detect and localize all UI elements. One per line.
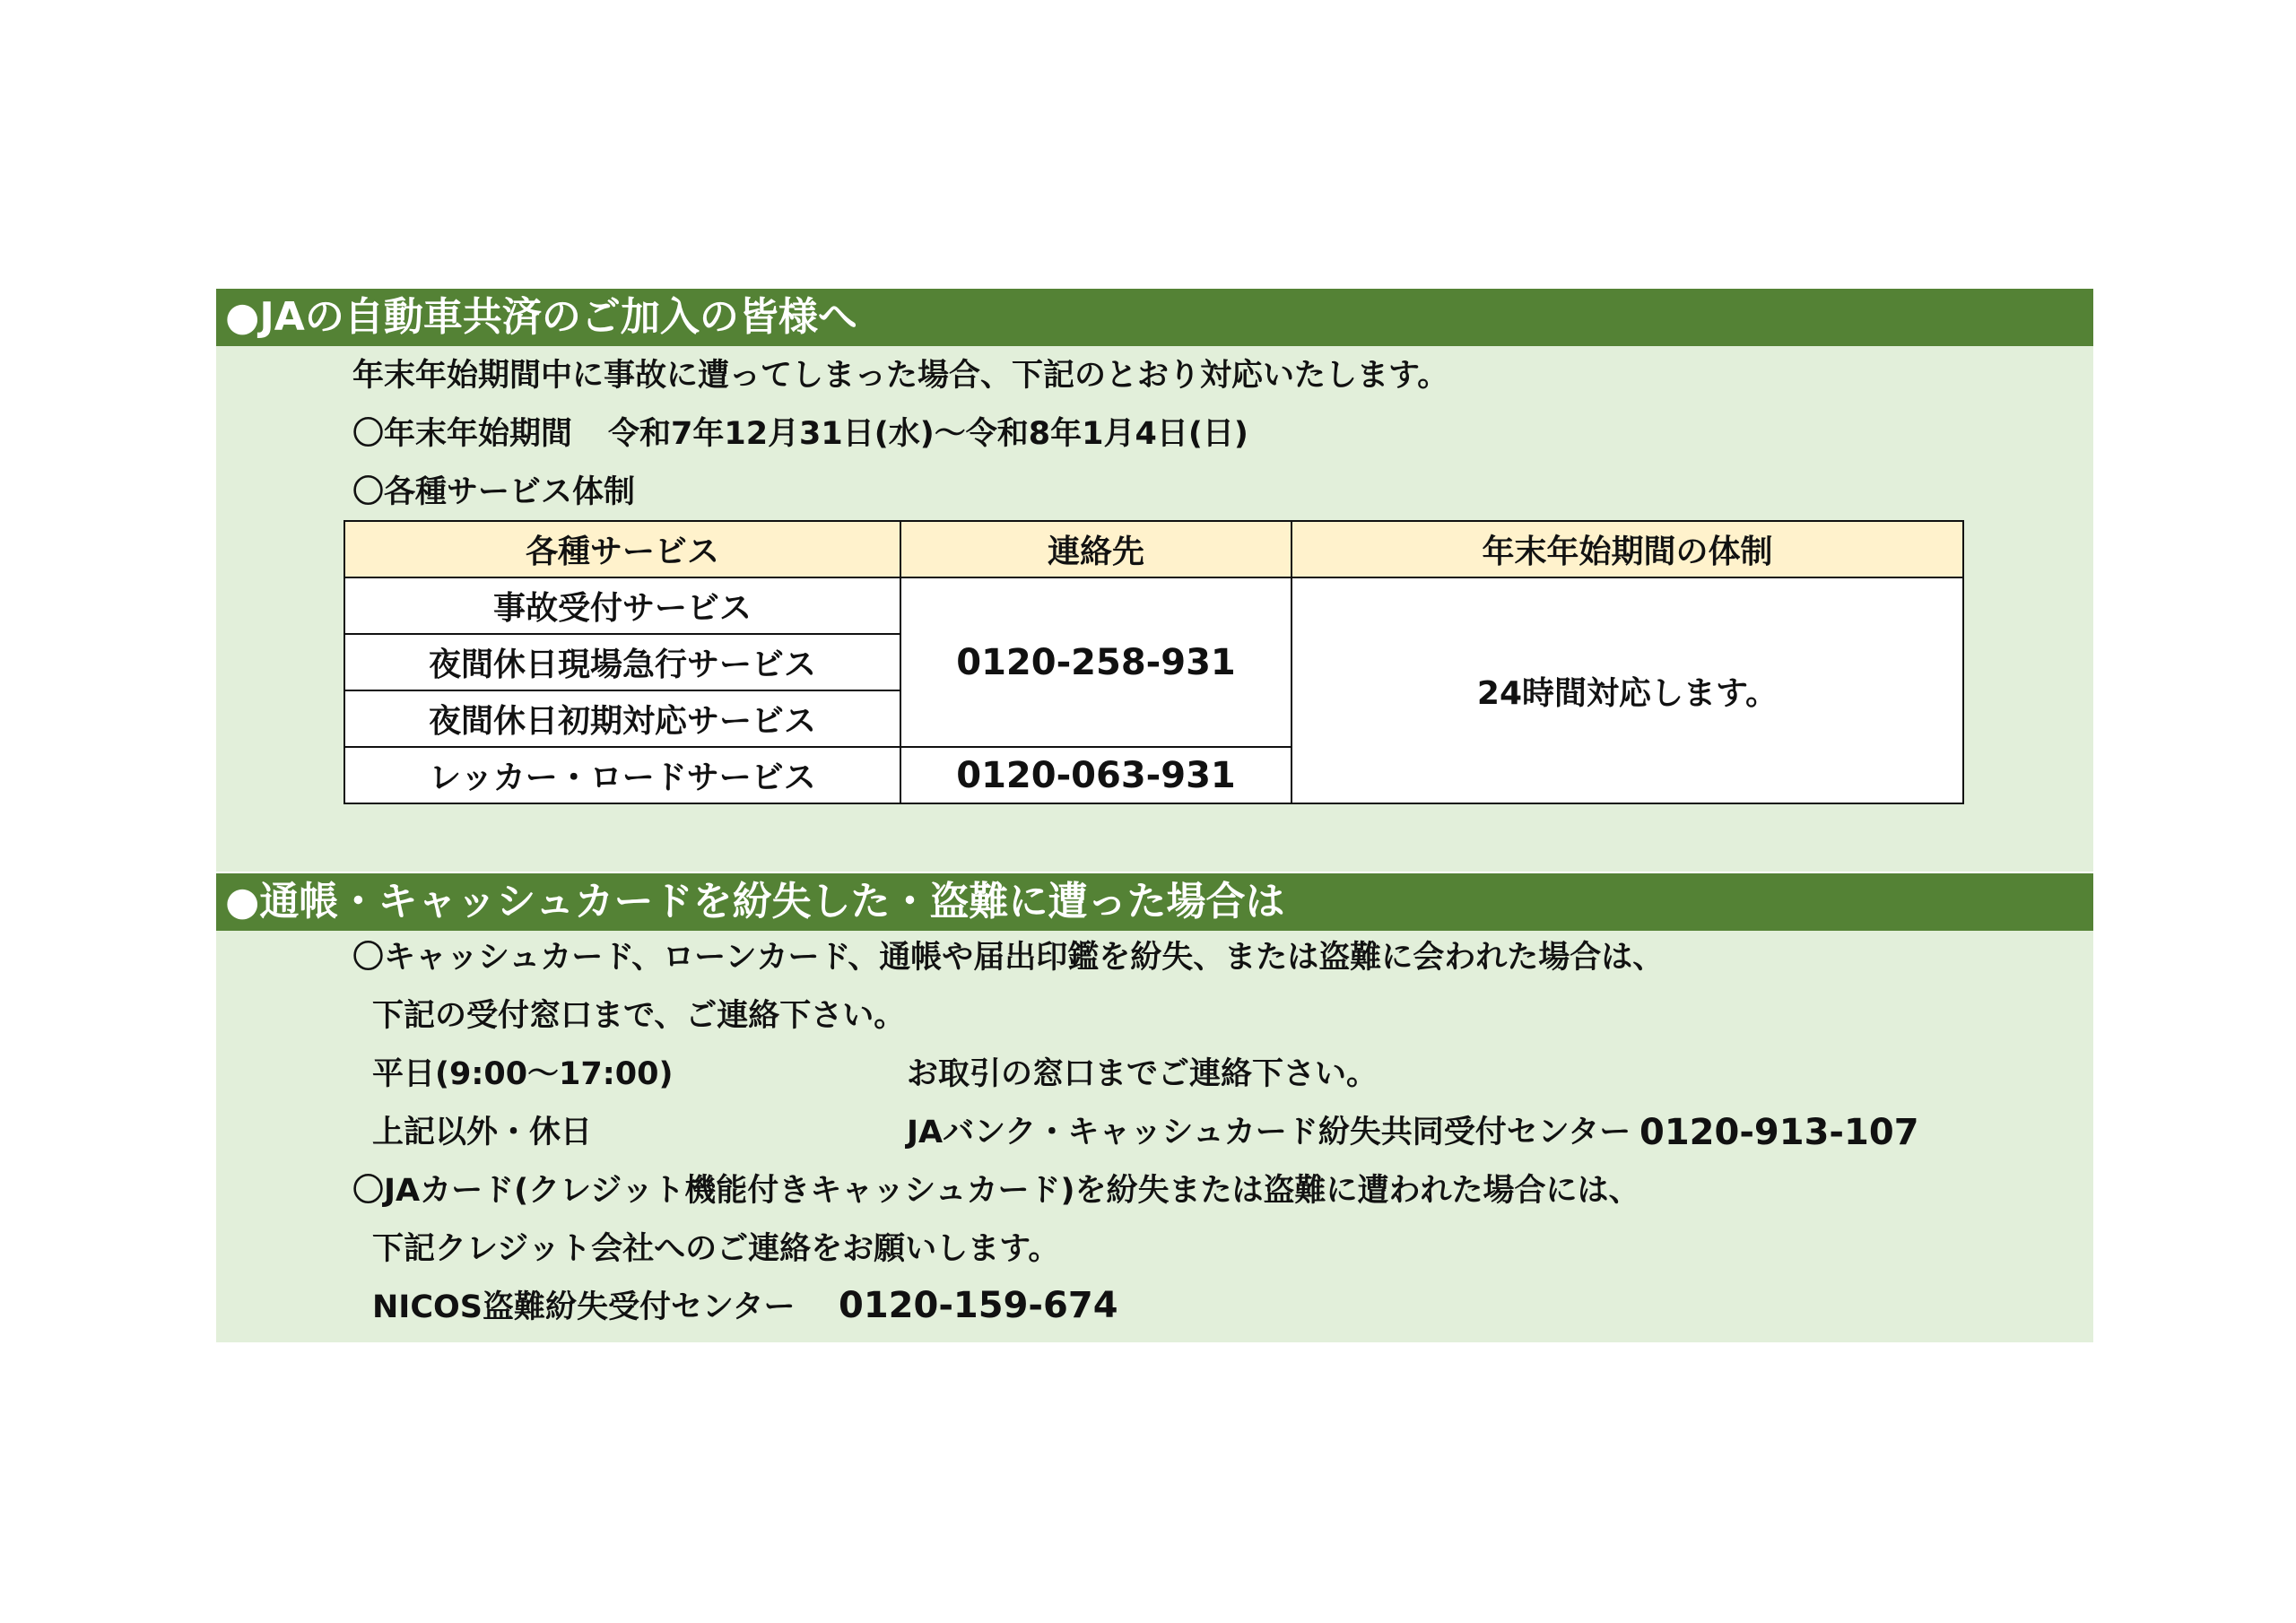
service-night-dispatch: 夜間休日現場急行サービス <box>344 634 900 690</box>
services-heading: 〇各種サービス体制 <box>352 474 636 510</box>
period-value: 令和7年12月31日(水)～令和8年1月4日(日) <box>608 416 1248 452</box>
ja-card-line2: 下記クレジット会社へのご連絡をお願いします。 <box>372 1231 1060 1267</box>
table-header-contact: 連絡先 <box>900 521 1292 577</box>
service-night-initial: 夜間休日初期対応サービス <box>344 690 900 747</box>
nicos-phone: 0120-159-674 <box>839 1285 1118 1326</box>
other-label: 上記以外・休日 <box>372 1115 593 1150</box>
system-24h: 24時間対応します。 <box>1292 577 1963 803</box>
phone-main: 0120-258-931 <box>900 577 1292 747</box>
period-label: 〇年末年始期間 <box>352 416 573 452</box>
weekday-value: お取引の窓口までご連絡下さい。 <box>907 1056 1378 1092</box>
auto-insurance-section <box>216 289 2093 872</box>
lost-card-heading: ●通帳・キャッシュカードを紛失した・盗難に遭った場合は <box>216 873 2093 931</box>
intro-text: 年末年始期間中に事故に遭ってしまった場合、下記のとおり対応いたします。 <box>352 358 1449 394</box>
lost-card-section <box>216 873 2093 1342</box>
table-header-service: 各種サービス <box>344 521 900 577</box>
weekday-label: 平日(9:00～17:00) <box>372 1056 674 1092</box>
auto-insurance-heading: ●JAの自動車共済のご加入の皆様へ <box>216 289 2093 346</box>
table-row <box>344 577 1963 634</box>
service-accident-reception: 事故受付サービス <box>344 577 900 634</box>
other-phone: 0120-913-107 <box>1639 1112 1919 1153</box>
cash-card-line2: 下記の受付窓口まで、ご連絡下さい。 <box>372 998 906 1034</box>
other-value: JAバンク・キャッシュカード紛失共同受付センター <box>907 1115 1631 1150</box>
service-tow-road: レッカー・ロードサービス <box>344 747 900 803</box>
table-header-row <box>344 521 1963 577</box>
service-table <box>344 520 1964 804</box>
phone-tow: 0120-063-931 <box>900 747 1292 803</box>
table-header-system: 年末年始期間の体制 <box>1292 521 1963 577</box>
nicos-label: NICOS盗難紛失受付センター <box>372 1289 796 1325</box>
ja-card-line1: 〇JAカード(クレジット機能付きキャッシュカード)を紛失または盗難に遭われた場合には、 <box>352 1173 1640 1209</box>
cash-card-line1: 〇キャッシュカード、ローンカード、通帳や届出印鑑を紛失、または盗難に会われた場合は、 <box>352 940 1665 976</box>
